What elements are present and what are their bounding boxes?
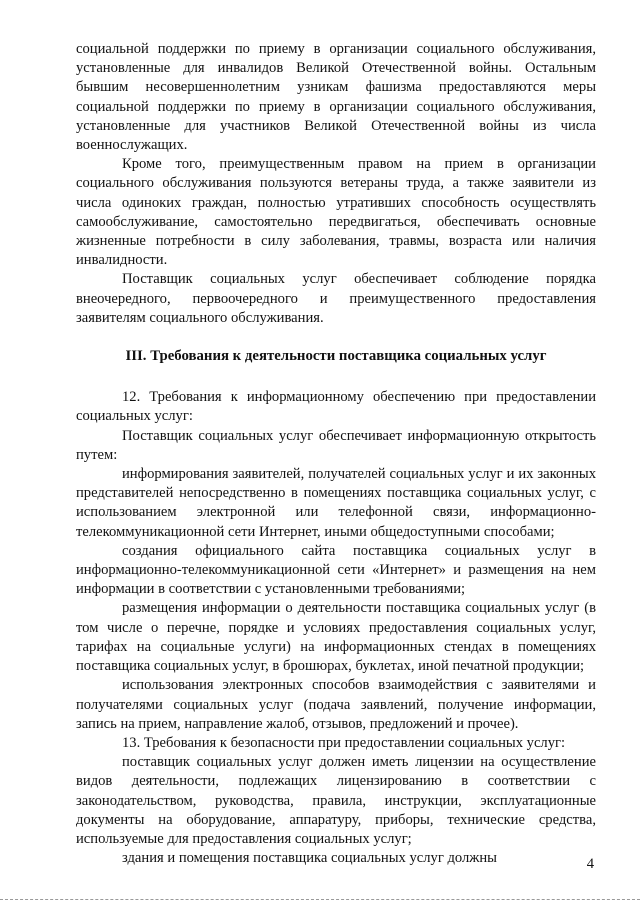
paragraph: Поставщик социальных услуг обеспечивает информационную открытость путем: — [76, 427, 596, 463]
paragraph: поставщик социальных услуг должен иметь лицензии на осуществление видов деятельности, подлежащих лицензированию в соответствии с законодательством, руководства, правила, инструкции, эксплуатационные документы на оборудование, аппаратуру, приборы, технические средства, используемые для предоставления социальных услуг; — [76, 754, 596, 847]
paragraph: Поставщик социальных услуг обеспечивает соблюдение порядка внеочередного, первоочередного и преимущественного предоставления заявителям социального обслуживания. — [76, 271, 596, 326]
paragraph: информирования заявителей, получателей социальных услуг и их законных представителей непосредственно в помещениях поставщика социальных услуг, с использованием электронной или телефонной связи, информационно-телекоммуникационной сети Интернет, иными общедоступными способами; — [76, 466, 596, 540]
paragraph: Кроме того, преимущественным правом на прием в организации социального обслуживания пользуются ветераны труда, а также заявители из числа одиноких граждан, полностью утративших способность осуществлять самообслуживание, самостоятельно передвигаться, обеспечивать основные жизненные потребности в силу заболевания, травмы, возраста или наличия инвалидности. — [76, 156, 596, 269]
document-page — [76, 40, 596, 868]
section-heading: III. Требования к деятельности поставщика социальных услуг — [125, 348, 547, 365]
page-bottom-divider — [0, 899, 640, 901]
page-number: 4 — [586, 856, 594, 872]
paragraph: 12. Требования к информационному обеспечению при предоставлении социальных услуг: — [76, 389, 596, 425]
paragraph: здания и помещения поставщика социальных услуг должны — [122, 850, 497, 867]
paragraph: 13. Требования к безопасности при предоставлении социальных услуг: — [122, 734, 566, 751]
paragraph: размещения информации о деятельности поставщика социальных услуг (в том числе о перечне, порядке и условиях предоставления социальных услуг, тарифах на социальные услуги) на информационных стендах в помещениях поставщика социальных услуг, в брошюрах, буклетах, иной печатной продукции; — [76, 600, 596, 675]
paragraph: использования электронных способов взаимодействия с заявителями и получателями социальных услуг (подача заявлений, получение информации, запись на прием, направление жалоб, отзывов, предложений и прочее). — [76, 677, 596, 732]
paragraph: создания официального сайта поставщика социальных услуг в информационно-телекоммуникационной сети «Интернет» и размещения на нем информации в соответствии с установленными требованиями; — [76, 542, 596, 598]
paragraph: социальной поддержки по приему в организации социального обслуживания, установленные для инвалидов Великой Отечественной войны. Остальным бывшим несовершеннолетним узникам фашизма предоставляются меры социальной поддержки по приему в организации социального обслуживания, установленные для участников Великой Отечественной войны из числа военнослужащих. — [76, 41, 596, 154]
